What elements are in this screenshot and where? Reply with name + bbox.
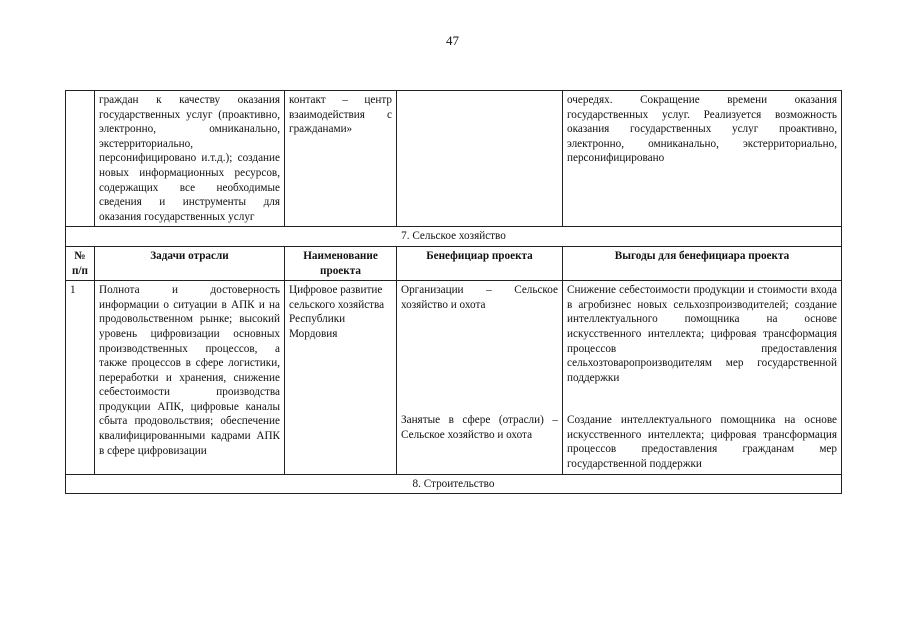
benefits-cell: очередях. Сокращение времени оказания государственных услуг. Реализуется возможность оказания государственных услуг проактивно, электронно, омниканально, экстерриториально, персонифицировано — [563, 91, 842, 227]
section-title: 8. Строительство — [66, 474, 842, 494]
section-row-agriculture — [66, 227, 842, 247]
section-title: 7. Сельское хозяйство — [66, 227, 842, 247]
continued-row — [66, 91, 842, 227]
beneficiary-cell: Занятые в сфере (отрасли) – Сельское хозяйство и охота — [397, 411, 563, 474]
beneficiary-cell: Организации – Сельское хозяйство и охота — [397, 281, 563, 412]
header-tasks: Задачи отрасли — [95, 246, 285, 280]
tasks-cell: граждан к качеству оказания государственных услуг (проактивно, электронно, омниканально, экстерриториально, персонифицировано и.т.д.); создание новых информационных ресурсов, содержащих все необходимые сведения и инструменты для оказания государственных услуг — [95, 91, 285, 227]
beneficiary-cell-empty — [397, 91, 563, 227]
page-number: 47 — [446, 33, 459, 48]
header-num: № п/п — [66, 246, 95, 280]
benefits-cell: Создание интеллектуального помощника на основе искусственного интеллекта; цифровая трансформация процессов предоставления гражданам мер государственной поддержки — [563, 411, 842, 474]
projects-table — [65, 90, 842, 494]
header-row — [66, 246, 842, 280]
project-cell: Цифровое развитие сельского хозяйства Республики Мордовия — [285, 281, 397, 474]
header-project: Наименование проекта — [285, 246, 397, 280]
tasks-cell: Полнота и достоверность информации о ситуации в АПК и на продовольственном рынке; высокий уровень цифровизации основных производственных процессов, а также процессов в сфере логистики, переработки и хранения, снижение себестоимости производства продукции АПК, цифровые каналы сбыта продовольствия; обеспечение квалифицированными кадрами АПК в сфере цифровизации — [95, 281, 285, 474]
table-row — [66, 281, 842, 412]
num-cell-empty — [66, 91, 95, 227]
project-cell: контакт – центр взаимодействия с гражданами» — [285, 91, 397, 227]
header-benefits: Выгоды для бенефициара проекта — [563, 246, 842, 280]
row-number: 1 — [66, 281, 95, 474]
header-beneficiary: Бенефициар проекта — [397, 246, 563, 280]
section-row-construction — [66, 474, 842, 494]
benefits-cell: Снижение себестоимости продукции и стоимости входа в агробизнес новых сельхозпроизводителей; создание интеллектуального помощника на основе искусственного интеллекта; цифровая трансформация процессов предоставления сельхозтоваропроизводителям мер государственной поддержки — [563, 281, 842, 412]
